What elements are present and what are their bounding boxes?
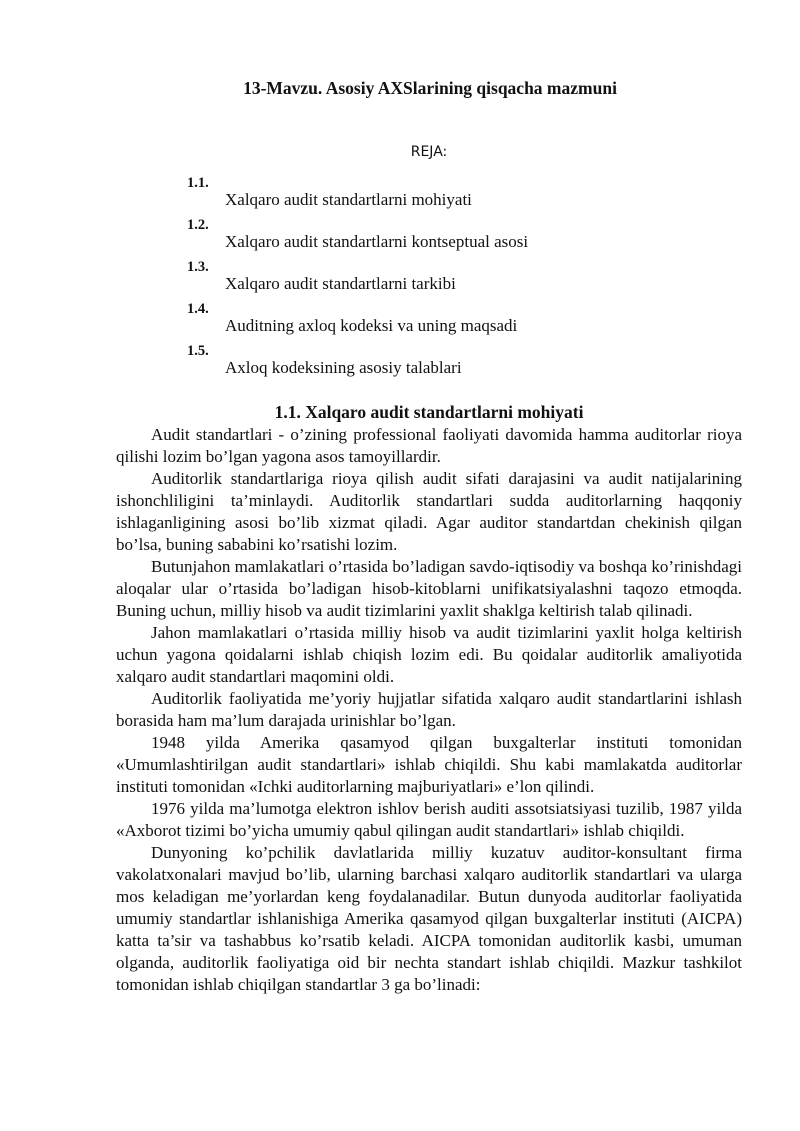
plan-item: [187, 341, 747, 383]
plan-item-text: Auditning axloq kodeksi va uning maqsadi: [225, 316, 518, 335]
paragraph: Audit standartlari - o’zining professional faoliyati davomida hamma auditorlar rioya qilishi lozim bo’lgan yagona asos tamoyillardir.: [116, 425, 742, 466]
body-text: [116, 424, 742, 996]
plan-item-text: Xalqaro audit standartlarni mohiyati: [225, 190, 472, 209]
paragraph: Butunjahon mamlakatlari o’rtasida bo’ladigan savdo-iqtisodiy va boshqa ko’rinishdagi aloqalar ular o’rtasida bo’ladigan hisob-kitoblarni unifikatsiyalashni taqozo etmoqda. Buning uchun, milliy hisob va audit tizimlarini yaxlit shaklga keltirish talab qilinadi.: [116, 557, 742, 620]
plan-item-text: Axloq kodeksining asosiy talablari: [225, 358, 462, 377]
paragraph: 1948 yilda Amerika qasamyod qilgan buxgalterlar instituti tomonidan «Umumlashtirilgan audit standartlari» ishlab chiqildi. Shu kabi mamlakatda auditorlar instituti tomonidan «Ichki auditorlarning majburiyatlari» e’lon qilindi.: [116, 733, 742, 796]
paragraph: 1976 yilda ma’lumotga elektron ishlov berish auditi assotsiatsiyasi tuzilib, 1987 yilda «Axborot tizimi bo’yicha umumiy qabul qilingan audit standartlari» ishlab chiqildi.: [116, 799, 742, 840]
plan-item-number: 1.1.: [187, 175, 209, 191]
plan-heading: REJA:: [410, 144, 448, 160]
plan-item: [187, 257, 747, 299]
paragraph: Dunyoning ko’pchilik davlatlarida milliy kuzatuv auditor-konsultant firma vakolatxonalari mavjud bo’lib, ularning barchasi xalqaro auditorlik standartlari va ularga mos keladigan me’yorlardan keng foydalanadilar. Butun dunyoda auditorlar faoliyatida umumiy standartlar ishlanishiga Amerika qasamyod qilgan buxgalterlar instituti (AICPA) katta ta’sir va tashabbus ko’rsatib keladi. AICPA tomonidan auditorlik kasbi, umuman olganda, auditorlik faoliyatiga oid bir nechta standart ishlab chiqildi. Mazkur tashkilot tomonidan ishlab chiqilgan standartlar 3 ga bo’linadi:: [116, 843, 742, 994]
plan-item: [187, 173, 747, 215]
plan-item-text: Xalqaro audit standartlarni kontseptual asosi: [225, 232, 529, 251]
plan-item-number: 1.3.: [187, 259, 209, 275]
plan-item: [187, 299, 747, 341]
plan-item-number: 1.4.: [187, 301, 209, 317]
document-title: 13-Mavzu. Asosiy AXSlarining qisqacha mazmuni: [243, 78, 617, 98]
plan-list: [187, 173, 747, 383]
paragraph: Auditorlik faoliyatida me’yoriy hujjatlar sifatida xalqaro audit standartlarini ishlash borasida ham ma’lum darajada urinishlar bo’lgan.: [116, 689, 742, 730]
plan-item-number: 1.5.: [187, 343, 209, 359]
plan-item-text: Xalqaro audit standartlarni tarkibi: [225, 274, 456, 293]
paragraph: Jahon mamlakatlari o’rtasida milliy hisob va audit tizimlarini yaxlit holga keltirish uchun yagona qoidalarni ishlab chiqish lozim edi. Bu qoidalar auditorlik amaliyotida xalqaro audit standartlari maqomini oldi.: [116, 623, 742, 686]
section-title: 1.1. Xalqaro audit standartlarni mohiyati: [274, 402, 584, 422]
plan-item-number: 1.2.: [187, 217, 209, 233]
paragraph: Auditorlik standartlariga rioya qilish audit sifati darajasini va audit natijalarining ishonchliligini ta’minlaydi. Auditorlik standartlari sudda auditorlarning haqqoniy ishlaganligining asosi bo’lib xizmat qiladi. Agar auditor standartdan chekinish qilgan bo’lsa, buning sababini ko’rsatishi lozim.: [116, 469, 742, 554]
plan-item: [187, 215, 747, 257]
